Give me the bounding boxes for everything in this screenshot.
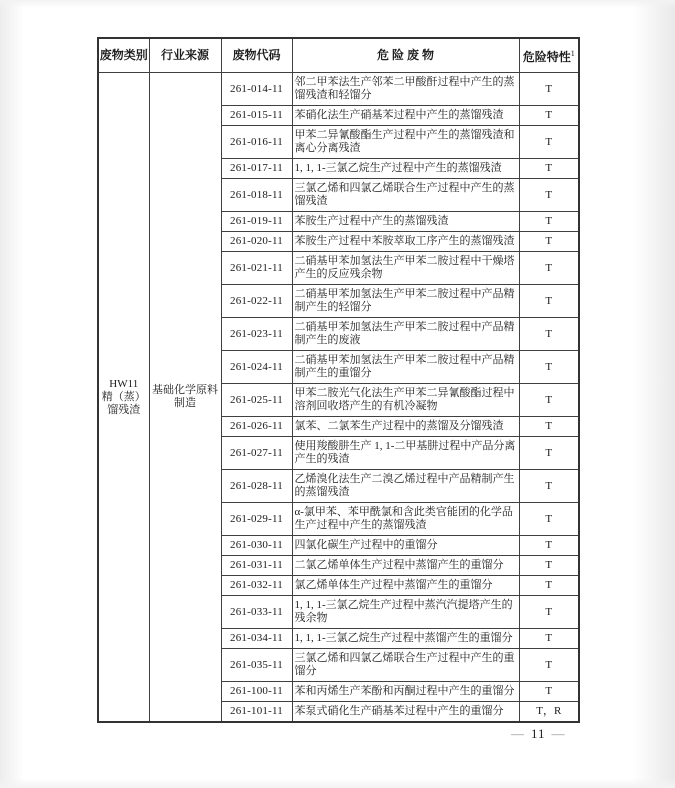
waste-category-cell [98, 73, 149, 723]
column-header-waste-category: 废物类别 [98, 38, 149, 73]
waste-name-cell: α-氯甲苯、苯甲酰氯和含此类官能团的化学品生产过程中产生的蒸馏残渣 [292, 503, 519, 536]
hazard-property-cell: T [519, 73, 579, 106]
industry-source-line: 制造 [174, 397, 196, 409]
waste-code-cell: 261-015-11 [221, 106, 292, 126]
waste-name-cell: 三氯乙烯和四氯乙烯联合生产过程中产生的蒸馏残渣 [292, 179, 519, 212]
waste-code-cell: 261-029-11 [221, 503, 292, 536]
page-edge-shadow-left [0, 0, 24, 788]
hazard-property-footnote-marker: 1 [570, 49, 575, 58]
hazard-property-cell: T [519, 384, 579, 417]
hazard-property-cell: T [519, 437, 579, 470]
waste-code-cell: 261-020-11 [221, 232, 292, 252]
hazard-property-cell: T [519, 682, 579, 702]
hazard-property-cell: T [519, 351, 579, 384]
waste-name-cell: 二硝基甲苯加氢法生产甲苯二胺过程中产品精制产生的轻馏分 [292, 285, 519, 318]
column-header-hazard-property [519, 38, 579, 73]
hazardous-waste-table [97, 37, 580, 723]
column-header-waste-code: 废物代码 [221, 38, 292, 73]
waste-name-cell: 二硝基甲苯加氢法生产甲苯二胺过程中产品精制产生的重馏分 [292, 351, 519, 384]
waste-code-cell: 261-028-11 [221, 470, 292, 503]
page-number [505, 726, 572, 742]
hazard-property-cell: T [519, 649, 579, 682]
table-body [98, 73, 579, 723]
waste-code-cell: 261-018-11 [221, 179, 292, 212]
table-row [98, 73, 579, 106]
waste-name-cell: 苯胺生产过程中产生的蒸馏残渣 [292, 212, 519, 232]
industry-source-cell [149, 73, 221, 723]
waste-name-cell: 氯苯、二氯苯生产过程中的蒸馏及分馏残渣 [292, 417, 519, 437]
hazard-property-cell: T [519, 576, 579, 596]
waste-name-cell: 氯乙烯单体生产过程中蒸馏产生的重馏分 [292, 576, 519, 596]
waste-code-cell: 261-025-11 [221, 384, 292, 417]
hazard-property-cell: T [519, 126, 579, 159]
hazard-property-cell: T [519, 285, 579, 318]
hazard-property-cell: T [519, 212, 579, 232]
waste-name-cell: 三氯乙烯和四氯乙烯联合生产过程中产生的重馏分 [292, 649, 519, 682]
industry-source-line: 基础化学原料 [152, 384, 218, 396]
waste-name-cell: 二硝基甲苯加氢法生产甲苯二胺过程中产品精制产生的废液 [292, 318, 519, 351]
waste-code-cell: 261-027-11 [221, 437, 292, 470]
hazard-property-cell: T [519, 470, 579, 503]
waste-code-cell: 261-016-11 [221, 126, 292, 159]
waste-name-cell: 邻二甲苯法生产邻苯二甲酸酐过程中产生的蒸馏残渣和轻馏分 [292, 73, 519, 106]
hazard-property-cell: T [519, 536, 579, 556]
waste-code-cell: 261-019-11 [221, 212, 292, 232]
column-header-hazardous-waste: 危 险 废 物 [292, 38, 519, 73]
waste-code-cell: 261-033-11 [221, 596, 292, 629]
waste-code-cell: 261-031-11 [221, 556, 292, 576]
waste-name-cell: 1, 1, 1-三氯乙烷生产过程中蒸馏产生的重馏分 [292, 629, 519, 649]
waste-code-cell: 261-017-11 [221, 159, 292, 179]
waste-name-cell: 苯胺生产过程中苯胺萃取工序产生的蒸馏残渣 [292, 232, 519, 252]
column-header-hazard-property-label: 危险特性 [522, 50, 571, 64]
hazard-property-cell: T [519, 503, 579, 536]
page-number-value: 11 [531, 726, 546, 741]
hazard-property-cell: T [519, 629, 579, 649]
column-header-industry-source: 行业来源 [149, 38, 221, 73]
waste-name-cell: 二氯乙烯单体生产过程中蒸馏产生的重馏分 [292, 556, 519, 576]
waste-code-cell: 261-100-11 [221, 682, 292, 702]
hazard-property-cell: T [519, 179, 579, 212]
page-edge-shadow-bottom [0, 778, 675, 788]
hazard-property-cell: T [519, 556, 579, 576]
page-number-left-dash: — [511, 726, 525, 741]
waste-category-line: 精（蒸） [101, 390, 146, 403]
waste-code-cell: 261-023-11 [221, 318, 292, 351]
waste-code-cell: 261-026-11 [221, 417, 292, 437]
hazard-property-cell: T [519, 106, 579, 126]
hazard-property-cell: T，R [519, 702, 579, 723]
waste-name-cell: 苯泵式硝化生产硝基苯过程中产生的重馏分 [292, 702, 519, 723]
waste-name-cell: 四氯化碳生产过程中的重馏分 [292, 536, 519, 556]
waste-name-cell: 苯硝化法生产硝基苯过程中产生的蒸馏残渣 [292, 106, 519, 126]
waste-code-cell: 261-101-11 [221, 702, 292, 723]
waste-category-line: 馏残渣 [107, 403, 141, 416]
table-header-row [98, 38, 579, 73]
waste-code-cell: 261-034-11 [221, 629, 292, 649]
waste-category-line: HW11 [109, 377, 139, 390]
waste-name-cell: 使用羧酸肼生产 1, 1-二甲基肼过程中产品分离产生的残渣 [292, 437, 519, 470]
hazard-property-cell: T [519, 596, 579, 629]
page-edge-shadow-right [633, 0, 675, 788]
waste-name-cell: 二硝基甲苯加氢法生产甲苯二胺过程中干燥塔产生的反应残余物 [292, 252, 519, 285]
waste-code-cell: 261-022-11 [221, 285, 292, 318]
page-edge-shadow-top [0, 0, 675, 8]
table-header [98, 38, 579, 73]
waste-code-cell: 261-032-11 [221, 576, 292, 596]
hazard-property-cell: T [519, 417, 579, 437]
hazard-property-cell: T [519, 252, 579, 285]
waste-code-cell: 261-014-11 [221, 73, 292, 106]
waste-name-cell: 1, 1, 1-三氯乙烷生产过程中产生的蒸馏残渣 [292, 159, 519, 179]
waste-name-cell: 苯和丙烯生产苯酚和丙酮过程中产生的重馏分 [292, 682, 519, 702]
waste-code-cell: 261-024-11 [221, 351, 292, 384]
waste-name-cell: 乙烯溴化法生产二溴乙烯过程中产品精制产生的蒸馏残渣 [292, 470, 519, 503]
hazard-property-cell: T [519, 232, 579, 252]
waste-name-cell: 1, 1, 1-三氯乙烷生产过程中蒸汽汽提塔产生的残余物 [292, 596, 519, 629]
hazard-property-cell: T [519, 159, 579, 179]
waste-code-cell: 261-021-11 [221, 252, 292, 285]
hazard-property-cell: T [519, 318, 579, 351]
waste-code-cell: 261-030-11 [221, 536, 292, 556]
waste-name-cell: 甲苯二异氰酸酯生产过程中产生的蒸馏残渣和离心分离残渣 [292, 126, 519, 159]
page-number-right-dash: — [551, 726, 566, 741]
waste-code-cell: 261-035-11 [221, 649, 292, 682]
waste-name-cell: 甲苯二胺光气化法生产甲苯二异氰酸酯过程中溶剂回收塔产生的有机冷凝物 [292, 384, 519, 417]
